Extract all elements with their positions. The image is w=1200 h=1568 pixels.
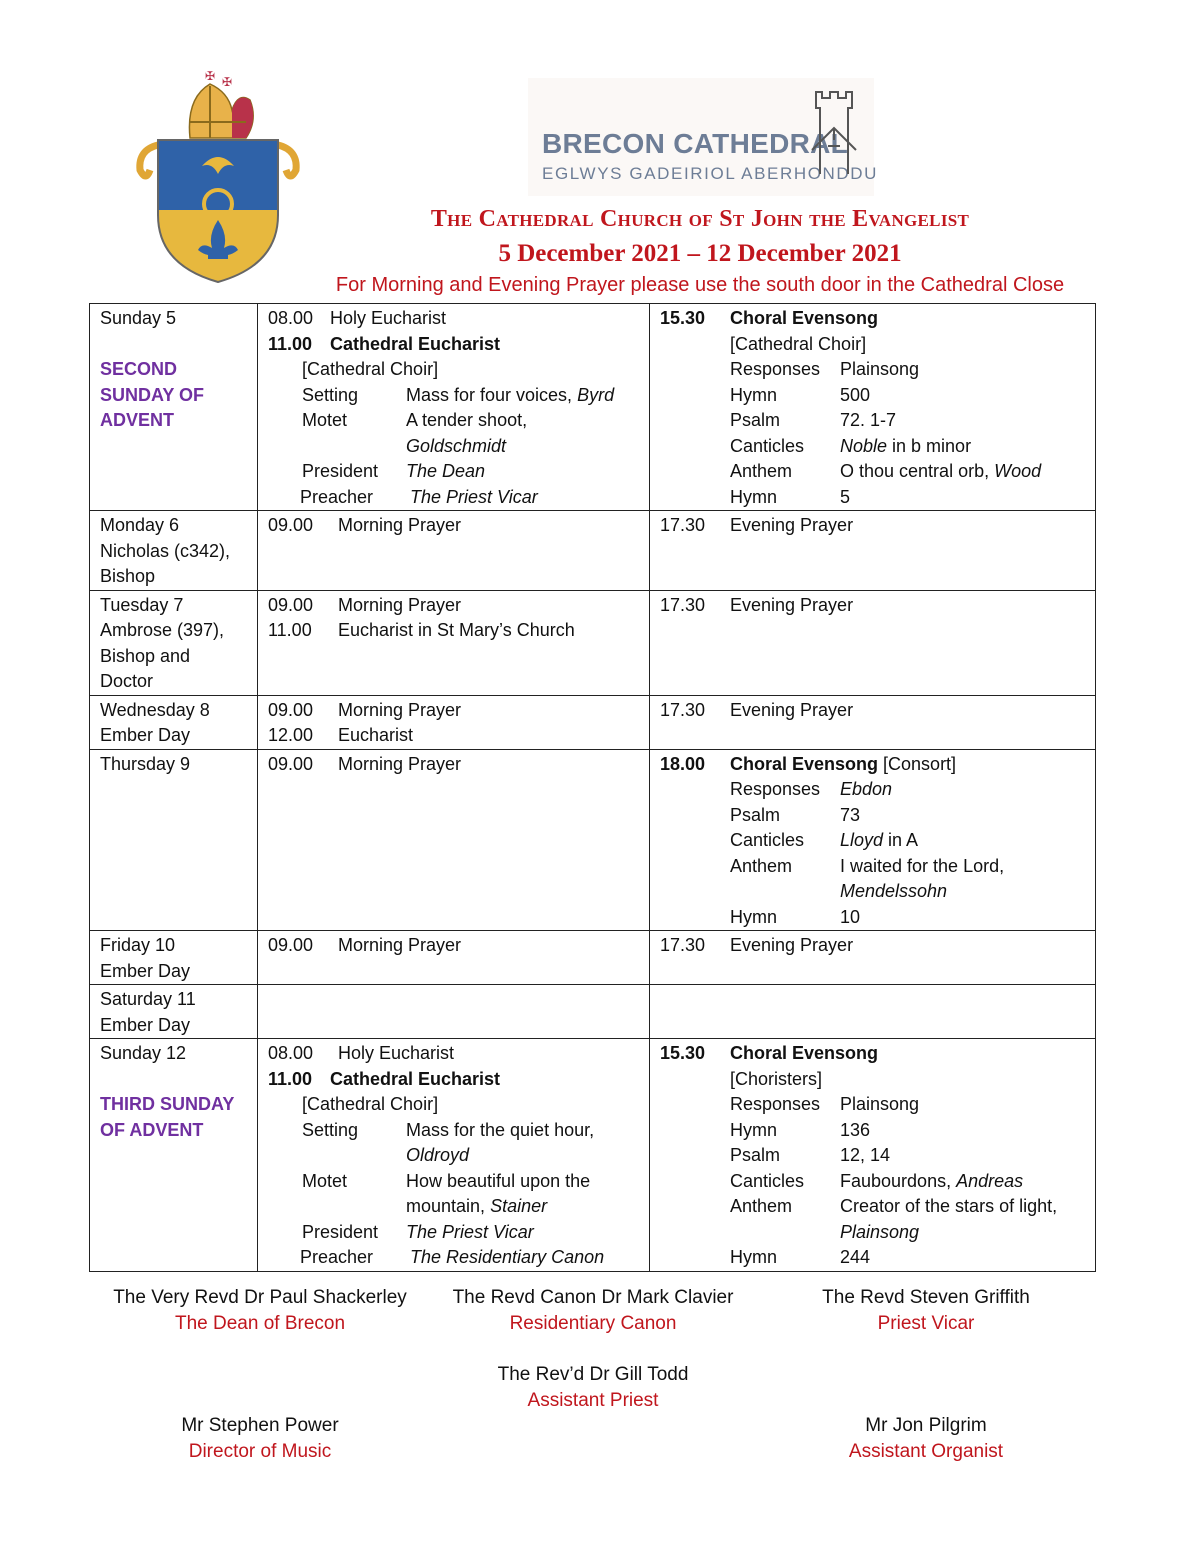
composer: Noble: [840, 435, 888, 456]
table-row: [90, 931, 1096, 985]
service-time: 11.00: [268, 1068, 313, 1089]
logo-name: BRECON CATHEDRAL: [542, 128, 849, 159]
field-value: mountain,: [406, 1196, 491, 1216]
commemoration: Bishop and: [100, 645, 191, 666]
field-label: Canticles: [730, 435, 805, 456]
field-value: 72. 1-7: [840, 410, 897, 430]
choir: [Consort]: [878, 753, 957, 774]
field-value: Plainsong: [840, 1094, 920, 1114]
service-line: [660, 306, 1085, 332]
motet-line: [268, 1169, 639, 1195]
canticles-line: [660, 828, 1085, 854]
liturgical-note: SECOND: [100, 359, 178, 379]
service-time: 09.00: [268, 699, 314, 720]
psalm-line: [660, 1143, 1085, 1169]
service-line: [660, 933, 1085, 959]
service-time: 15.30: [660, 308, 706, 328]
commemoration: Bishop: [100, 566, 156, 586]
table-row: [90, 304, 1096, 511]
clergy-name: Mr Stephen Power: [181, 1415, 339, 1436]
clergy-role: Director of Music: [188, 1440, 332, 1462]
service-name: Evening Prayer: [730, 699, 854, 720]
service-line: [268, 593, 639, 619]
day-label: Monday 6: [100, 515, 180, 535]
morning-cell: [258, 985, 650, 1039]
field-label: Preacher: [300, 486, 374, 507]
clergy-entry: [443, 1362, 743, 1413]
service-line: [268, 723, 639, 749]
table-row: [90, 1039, 1096, 1272]
evening-cell: [650, 590, 1096, 695]
day-label: Tuesday 7: [100, 594, 184, 615]
clergy-name: The Revd Canon Dr Mark Clavier: [452, 1287, 734, 1308]
table-row: [90, 985, 1096, 1039]
service-line: [268, 513, 639, 539]
service-time: 18.00: [660, 753, 706, 774]
field-value: A tender shoot,: [406, 410, 528, 430]
logo-subtitle: EGLWYS GADEIRIOL ABERHONDDU: [542, 164, 879, 183]
hymn-line: [660, 1245, 1085, 1271]
president-line: [268, 1220, 639, 1246]
service-name: Choral Evensong: [730, 753, 879, 774]
clergy-role: Residentiary Canon: [509, 1312, 677, 1334]
field-value: How beautiful upon the: [406, 1170, 591, 1191]
table-row: [90, 749, 1096, 931]
day-cell: [90, 511, 258, 591]
service-time: 17.30: [660, 935, 706, 955]
service-time: 09.00: [268, 594, 314, 615]
day-cell: [90, 749, 258, 931]
clergy-entry: [776, 1285, 1076, 1336]
service-name: Evening Prayer: [730, 515, 854, 535]
morning-cell: [258, 749, 650, 931]
service-line: [660, 1041, 1085, 1067]
canticles-line: [660, 1169, 1085, 1195]
evening-cell: [650, 1039, 1096, 1272]
day-cell: [90, 1039, 258, 1272]
day-label: Saturday 11: [100, 989, 196, 1009]
schedule-table: [89, 303, 1096, 1272]
clergy-entry: [110, 1413, 410, 1464]
morning-cell: [258, 511, 650, 591]
commemoration: Ember Day: [100, 725, 191, 745]
field-value: The Priest Vicar: [406, 1221, 534, 1242]
field-label: Anthem: [730, 855, 793, 876]
day-label: Wednesday 8: [100, 699, 210, 720]
anthem-line: [660, 854, 1085, 880]
composer: Andreas: [956, 1170, 1024, 1191]
field-label: Hymn: [730, 1247, 778, 1267]
preacher-line: [268, 485, 639, 511]
morning-cell: [258, 931, 650, 985]
field-value: Faubourdons,: [840, 1170, 957, 1191]
field-label: Hymn: [730, 486, 778, 507]
field-label: Hymn: [730, 906, 778, 927]
service-time: 17.30: [660, 594, 706, 615]
field-value: The Priest Vicar: [410, 486, 538, 507]
field-label: Responses: [730, 779, 821, 799]
day-cell: [90, 985, 258, 1039]
field-value: The Residentiary Canon: [410, 1247, 605, 1267]
hymn-line: [660, 485, 1085, 511]
evening-cell: [650, 931, 1096, 985]
composer: Plainsong: [840, 1221, 920, 1242]
clergy-role: The Dean of Brecon: [174, 1312, 346, 1334]
service-time: 15.30: [660, 1043, 706, 1063]
coat-of-arms-icon: [128, 70, 308, 285]
composer: Mendelssohn: [840, 881, 948, 901]
field-label: Anthem: [730, 1196, 793, 1216]
door-notice: For Morning and Evening Prayer please use the south door in the Cathedral Close: [335, 274, 1065, 296]
anthem-line: [660, 1194, 1085, 1220]
field-value: 244: [840, 1247, 871, 1267]
service-name: Evening Prayer: [730, 935, 854, 955]
evening-cell: [650, 511, 1096, 591]
responses-line: [660, 1092, 1085, 1118]
day-cell: [90, 590, 258, 695]
service-name: Morning Prayer: [338, 935, 462, 955]
evening-cell: [650, 695, 1096, 749]
clergy-name: The Rev’d Dr Gill Todd: [497, 1364, 689, 1385]
table-row: [90, 695, 1096, 749]
field-label: Hymn: [730, 1119, 778, 1140]
service-line: [268, 618, 639, 644]
clergy-entry: [110, 1285, 410, 1336]
service-name: Choral Evensong: [730, 1043, 879, 1063]
field-label: Preacher: [300, 1247, 374, 1267]
hymn-line: [660, 905, 1085, 931]
morning-cell: [258, 304, 650, 511]
table-row: [90, 511, 1096, 591]
day-label: Thursday 9: [100, 753, 191, 774]
morning-cell: [258, 695, 650, 749]
document-title: The Cathedral Church of St John the Evangelist: [430, 206, 970, 232]
field-label: President: [302, 1221, 379, 1242]
service-name: Choral Evensong: [730, 308, 879, 328]
field-value: 10: [840, 906, 861, 927]
service-time: 12.00: [268, 725, 314, 745]
clergy-role: Priest Vicar: [877, 1312, 975, 1334]
composer: Lloyd: [840, 830, 884, 850]
field-value: 5: [840, 486, 851, 507]
field-value: O thou central orb,: [840, 461, 995, 481]
date-range: 5 December 2021 – 12 December 2021: [498, 240, 902, 267]
day-cell: [90, 695, 258, 749]
service-line: [268, 752, 639, 778]
field-label: Setting: [302, 384, 359, 405]
president-line: [268, 459, 639, 485]
evening-cell: [650, 985, 1096, 1039]
commemoration: Doctor: [100, 671, 154, 691]
day-cell: [90, 931, 258, 985]
composer: Byrd: [577, 384, 615, 405]
field-label: Psalm: [730, 1145, 781, 1165]
day-label: Sunday 5: [100, 308, 177, 328]
composer: Stainer: [490, 1196, 548, 1216]
service-name: Holy Eucharist: [330, 308, 447, 328]
choir: [Cathedral Choir]: [302, 1094, 439, 1114]
day-cell: [90, 304, 258, 511]
field-label: Anthem: [730, 461, 793, 481]
setting-line: [268, 383, 639, 409]
choir: [Cathedral Choir]: [730, 333, 867, 354]
service-name: Morning Prayer: [338, 594, 462, 615]
choir: [Cathedral Choir]: [302, 359, 439, 379]
field-label: Hymn: [730, 384, 778, 405]
field-label: Psalm: [730, 410, 781, 430]
clergy-name: The Revd Steven Griffith: [822, 1287, 1030, 1308]
field-label: Psalm: [730, 804, 781, 825]
service-time: 08.00: [268, 1043, 314, 1063]
anthem-line: [660, 459, 1085, 485]
field-label: Motet: [302, 410, 348, 430]
service-name: Cathedral Eucharist: [330, 333, 501, 354]
service-line: [268, 1067, 639, 1093]
service-time: 11.00: [268, 620, 312, 640]
field-value: Mass for four voices,: [406, 384, 578, 405]
service-line: [268, 332, 639, 358]
field-value: in b minor: [887, 435, 972, 456]
day-label: Friday 10: [100, 935, 176, 955]
service-time: 09.00: [268, 515, 314, 535]
field-value: I waited for the Lord,: [840, 855, 1005, 876]
composer: Oldroyd: [406, 1145, 470, 1165]
service-time: 08.00: [268, 308, 314, 328]
field-value: in A: [883, 830, 919, 850]
service-line: [660, 593, 1085, 619]
composer: Ebdon: [840, 779, 893, 799]
evening-cell: [650, 304, 1096, 511]
service-line: [268, 1041, 639, 1067]
composer: Wood: [994, 461, 1042, 481]
service-name: Morning Prayer: [338, 515, 462, 535]
service-line: [268, 933, 639, 959]
day-label: Sunday 12: [100, 1043, 187, 1063]
liturgical-note: ADVENT: [100, 410, 175, 430]
service-line: [660, 752, 1085, 778]
clergy-role: Assistant Priest: [527, 1389, 659, 1411]
service-name: Evening Prayer: [730, 594, 854, 615]
field-value: 12, 14: [840, 1145, 891, 1165]
field-value: 500: [840, 384, 871, 405]
field-value: 136: [840, 1119, 871, 1140]
morning-cell: [258, 590, 650, 695]
field-value: 73: [840, 804, 861, 825]
liturgical-note: OF ADVENT: [100, 1119, 204, 1140]
service-name: Eucharist in St Mary’s Church: [338, 620, 575, 640]
liturgical-note: THIRD SUNDAY: [100, 1094, 235, 1114]
responses-line: [660, 777, 1085, 803]
field-label: Canticles: [730, 830, 805, 850]
clergy-name: The Very Revd Dr Paul Shackerley: [113, 1287, 407, 1308]
clergy-name: Mr Jon Pilgrim: [865, 1415, 987, 1436]
service-name: Eucharist: [338, 725, 414, 745]
service-time: 09.00: [268, 753, 314, 774]
liturgical-note: SUNDAY OF: [100, 384, 205, 405]
psalm-line: [660, 408, 1085, 434]
composer: Goldschmidt: [406, 435, 507, 456]
field-value: Plainsong: [840, 359, 920, 379]
preacher-line: [268, 1245, 639, 1271]
canticles-line: [660, 434, 1085, 460]
service-time: 17.30: [660, 699, 706, 720]
commemoration: Ambrose (397),: [100, 620, 225, 640]
svg-text:✠: ✠: [205, 70, 216, 83]
field-label: Canticles: [730, 1170, 805, 1191]
field-value: Mass for the quiet hour,: [406, 1119, 595, 1140]
psalm-line: [660, 803, 1085, 829]
evening-cell: [650, 749, 1096, 931]
field-label: Motet: [302, 1170, 348, 1191]
field-value: The Dean: [406, 461, 486, 481]
field-value: Creator of the stars of light,: [840, 1196, 1058, 1216]
commemoration: Nicholas (c342),: [100, 540, 231, 561]
service-name: Morning Prayer: [338, 753, 462, 774]
clergy-entry: [443, 1285, 743, 1336]
service-name: Cathedral Eucharist: [330, 1068, 501, 1089]
service-name: Morning Prayer: [338, 699, 462, 720]
motet-line: [268, 408, 639, 434]
service-line: [268, 698, 639, 724]
setting-line: [268, 1118, 639, 1144]
field-label: Responses: [730, 359, 821, 379]
service-line: [660, 513, 1085, 539]
service-line: [268, 306, 639, 332]
clergy-role: Assistant Organist: [848, 1440, 1004, 1462]
service-time: 17.30: [660, 515, 706, 535]
morning-cell: [258, 1039, 650, 1272]
clergy-entry: [776, 1413, 1076, 1464]
hymn-line: [660, 383, 1085, 409]
service-time: 11.00: [268, 333, 313, 354]
table-row: [90, 590, 1096, 695]
service-time: 09.00: [268, 935, 314, 955]
field-label: Responses: [730, 1094, 821, 1114]
field-label: President: [302, 461, 379, 481]
cathedral-tower-icon: [806, 88, 862, 174]
field-label: Setting: [302, 1119, 359, 1140]
choir: [Choristers]: [730, 1068, 823, 1089]
cathedral-logo: [528, 78, 879, 196]
svg-text:✠: ✠: [222, 75, 233, 89]
commemoration: Ember Day: [100, 1014, 191, 1035]
service-name: Holy Eucharist: [338, 1043, 455, 1063]
responses-line: [660, 357, 1085, 383]
service-line: [660, 698, 1085, 724]
hymn-line: [660, 1118, 1085, 1144]
commemoration: Ember Day: [100, 960, 191, 981]
